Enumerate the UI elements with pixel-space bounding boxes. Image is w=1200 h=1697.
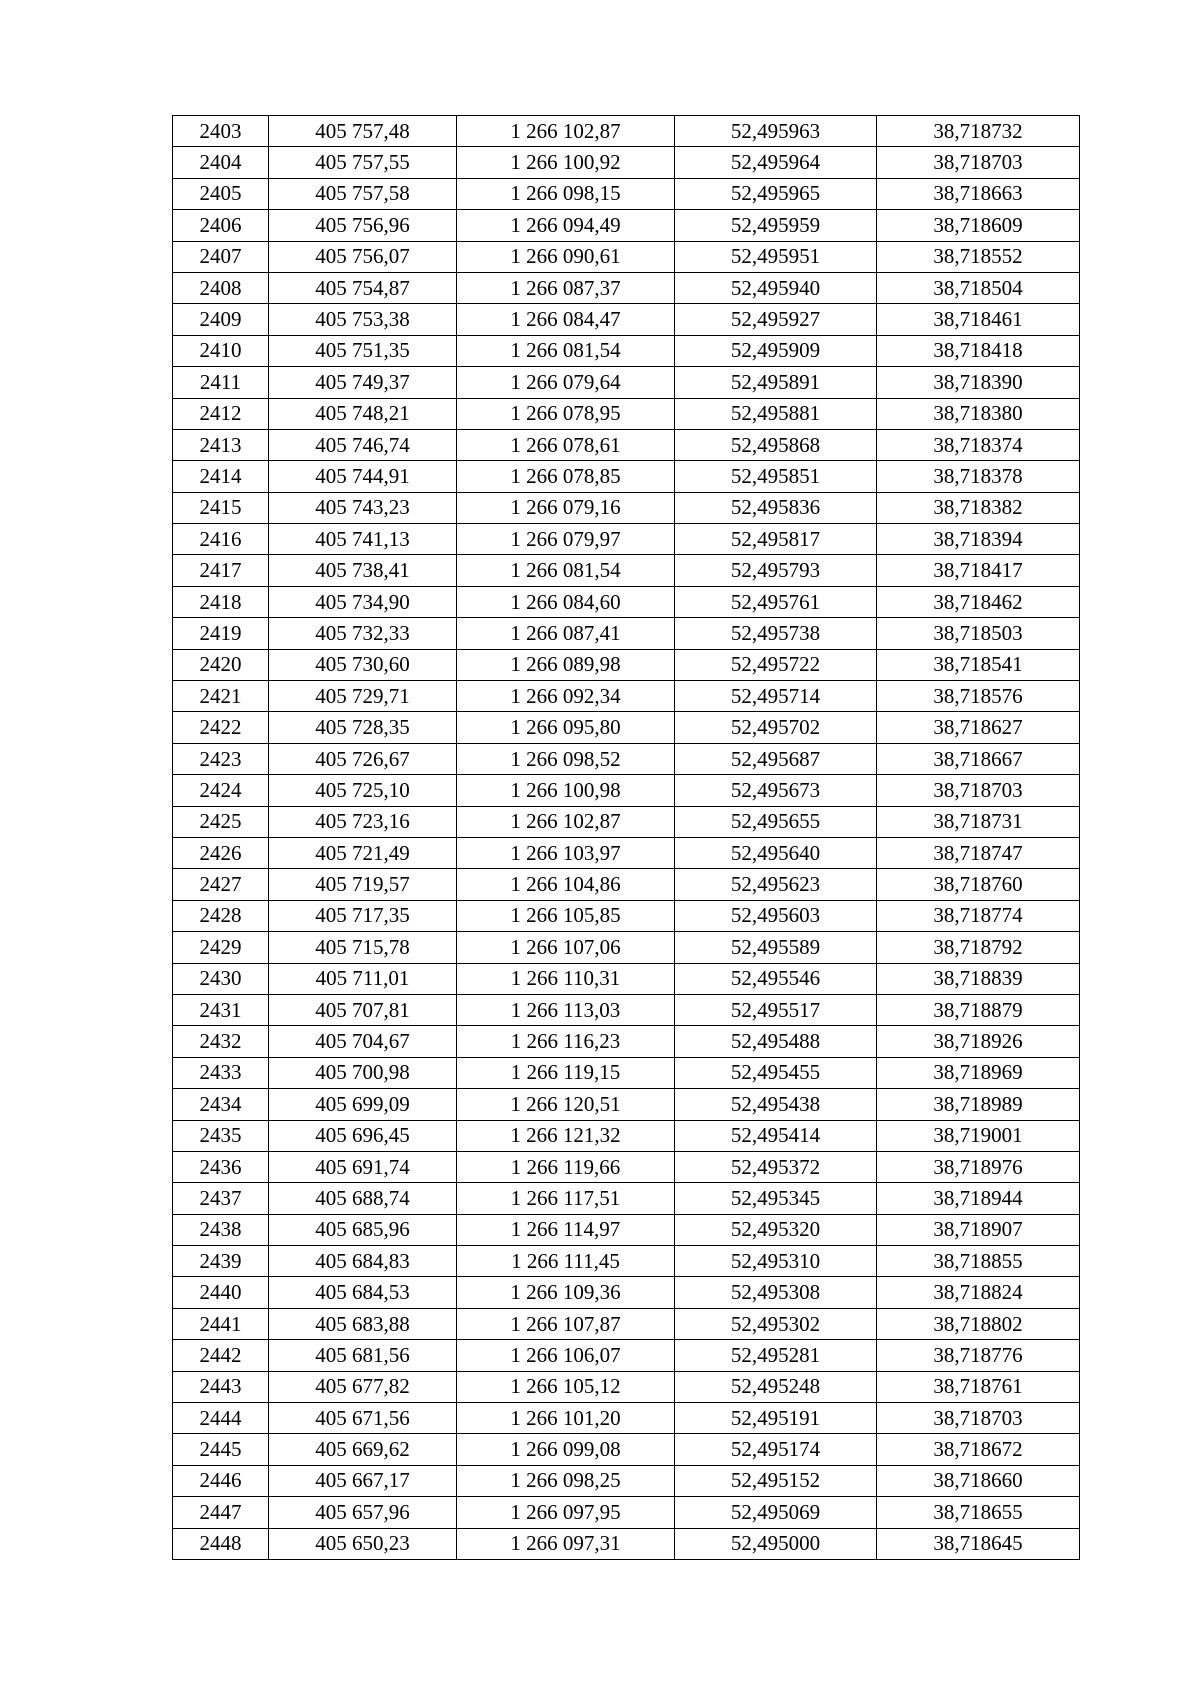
longitude-cell: 38,718855 [877,1246,1080,1277]
latitude-cell: 52,495320 [675,1214,877,1245]
point-number-cell: 2435 [173,1120,269,1151]
latitude-cell: 52,495438 [675,1089,877,1120]
y-coordinate-cell: 1 266 109,36 [457,1277,675,1308]
y-coordinate-cell: 1 266 092,34 [457,681,675,712]
table-row [173,932,1080,963]
point-number-cell: 2420 [173,649,269,680]
table-row [173,712,1080,743]
longitude-cell: 38,718374 [877,429,1080,460]
table-row [173,272,1080,303]
x-coordinate-cell: 405 757,58 [269,178,457,209]
y-coordinate-cell: 1 266 103,97 [457,837,675,868]
point-number-cell: 2433 [173,1057,269,1088]
table-row [173,1089,1080,1120]
longitude-cell: 38,718703 [877,147,1080,178]
latitude-cell: 52,495302 [675,1308,877,1339]
y-coordinate-cell: 1 266 106,07 [457,1340,675,1371]
y-coordinate-cell: 1 266 102,87 [457,116,675,147]
y-coordinate-cell: 1 266 084,47 [457,304,675,335]
table-row [173,1403,1080,1434]
longitude-cell: 38,718703 [877,1403,1080,1434]
x-coordinate-cell: 405 667,17 [269,1465,457,1496]
longitude-cell: 38,718380 [877,398,1080,429]
x-coordinate-cell: 405 746,74 [269,429,457,460]
latitude-cell: 52,495248 [675,1371,877,1402]
longitude-cell: 38,718672 [877,1434,1080,1465]
x-coordinate-cell: 405 723,16 [269,806,457,837]
x-coordinate-cell: 405 700,98 [269,1057,457,1088]
x-coordinate-cell: 405 730,60 [269,649,457,680]
point-number-cell: 2443 [173,1371,269,1402]
table-row [173,367,1080,398]
y-coordinate-cell: 1 266 107,87 [457,1308,675,1339]
latitude-cell: 52,495310 [675,1246,877,1277]
latitude-cell: 52,495281 [675,1340,877,1371]
coordinates-table [172,115,1080,1560]
longitude-cell: 38,718541 [877,649,1080,680]
point-number-cell: 2431 [173,994,269,1025]
point-number-cell: 2447 [173,1497,269,1528]
x-coordinate-cell: 405 688,74 [269,1183,457,1214]
y-coordinate-cell: 1 266 097,95 [457,1497,675,1528]
point-number-cell: 2408 [173,272,269,303]
point-number-cell: 2405 [173,178,269,209]
coordinates-table-body [173,116,1080,1560]
x-coordinate-cell: 405 691,74 [269,1151,457,1182]
longitude-cell: 38,718378 [877,461,1080,492]
table-row [173,1465,1080,1496]
x-coordinate-cell: 405 725,10 [269,775,457,806]
point-number-cell: 2437 [173,1183,269,1214]
y-coordinate-cell: 1 266 116,23 [457,1026,675,1057]
table-row [173,869,1080,900]
table-row [173,1371,1080,1402]
table-row [173,994,1080,1025]
latitude-cell: 52,495673 [675,775,877,806]
y-coordinate-cell: 1 266 101,20 [457,1403,675,1434]
longitude-cell: 38,718969 [877,1057,1080,1088]
longitude-cell: 38,718461 [877,304,1080,335]
point-number-cell: 2407 [173,241,269,272]
longitude-cell: 38,718418 [877,335,1080,366]
longitude-cell: 38,718774 [877,900,1080,931]
latitude-cell: 52,495640 [675,837,877,868]
longitude-cell: 38,718802 [877,1308,1080,1339]
point-number-cell: 2424 [173,775,269,806]
y-coordinate-cell: 1 266 094,49 [457,210,675,241]
longitude-cell: 38,718663 [877,178,1080,209]
y-coordinate-cell: 1 266 105,85 [457,900,675,931]
latitude-cell: 52,495174 [675,1434,877,1465]
point-number-cell: 2442 [173,1340,269,1371]
longitude-cell: 38,718761 [877,1371,1080,1402]
point-number-cell: 2445 [173,1434,269,1465]
latitude-cell: 52,495959 [675,210,877,241]
x-coordinate-cell: 405 677,82 [269,1371,457,1402]
longitude-cell: 38,718655 [877,1497,1080,1528]
y-coordinate-cell: 1 266 100,98 [457,775,675,806]
longitude-cell: 38,718394 [877,524,1080,555]
point-number-cell: 2434 [173,1089,269,1120]
point-number-cell: 2412 [173,398,269,429]
table-row [173,492,1080,523]
longitude-cell: 38,718747 [877,837,1080,868]
y-coordinate-cell: 1 266 104,86 [457,869,675,900]
longitude-cell: 38,718660 [877,1465,1080,1496]
table-row [173,1026,1080,1057]
x-coordinate-cell: 405 734,90 [269,586,457,617]
table-row [173,1340,1080,1371]
y-coordinate-cell: 1 266 078,85 [457,461,675,492]
y-coordinate-cell: 1 266 098,25 [457,1465,675,1496]
x-coordinate-cell: 405 657,96 [269,1497,457,1528]
table-row [173,806,1080,837]
y-coordinate-cell: 1 266 087,37 [457,272,675,303]
point-number-cell: 2432 [173,1026,269,1057]
longitude-cell: 38,718504 [877,272,1080,303]
y-coordinate-cell: 1 266 102,87 [457,806,675,837]
table-row [173,681,1080,712]
table-row [173,147,1080,178]
y-coordinate-cell: 1 266 079,16 [457,492,675,523]
longitude-cell: 38,718760 [877,869,1080,900]
point-number-cell: 2438 [173,1214,269,1245]
latitude-cell: 52,495881 [675,398,877,429]
point-number-cell: 2427 [173,869,269,900]
x-coordinate-cell: 405 754,87 [269,272,457,303]
x-coordinate-cell: 405 743,23 [269,492,457,523]
longitude-cell: 38,718976 [877,1151,1080,1182]
y-coordinate-cell: 1 266 081,54 [457,555,675,586]
x-coordinate-cell: 405 681,56 [269,1340,457,1371]
longitude-cell: 38,718390 [877,367,1080,398]
point-number-cell: 2428 [173,900,269,931]
x-coordinate-cell: 405 751,35 [269,335,457,366]
point-number-cell: 2440 [173,1277,269,1308]
x-coordinate-cell: 405 756,96 [269,210,457,241]
point-number-cell: 2419 [173,618,269,649]
x-coordinate-cell: 405 753,38 [269,304,457,335]
y-coordinate-cell: 1 266 089,98 [457,649,675,680]
latitude-cell: 52,495603 [675,900,877,931]
x-coordinate-cell: 405 711,01 [269,963,457,994]
y-coordinate-cell: 1 266 121,32 [457,1120,675,1151]
table-row [173,900,1080,931]
longitude-cell: 38,718609 [877,210,1080,241]
longitude-cell: 38,718417 [877,555,1080,586]
y-coordinate-cell: 1 266 078,95 [457,398,675,429]
latitude-cell: 52,495964 [675,147,877,178]
longitude-cell: 38,718879 [877,994,1080,1025]
table-row [173,241,1080,272]
y-coordinate-cell: 1 266 079,97 [457,524,675,555]
y-coordinate-cell: 1 266 084,60 [457,586,675,617]
latitude-cell: 52,495308 [675,1277,877,1308]
x-coordinate-cell: 405 696,45 [269,1120,457,1151]
longitude-cell: 38,718989 [877,1089,1080,1120]
y-coordinate-cell: 1 266 120,51 [457,1089,675,1120]
x-coordinate-cell: 405 721,49 [269,837,457,868]
table-row [173,1057,1080,1088]
latitude-cell: 52,495951 [675,241,877,272]
table-row [173,429,1080,460]
latitude-cell: 52,495414 [675,1120,877,1151]
y-coordinate-cell: 1 266 095,80 [457,712,675,743]
y-coordinate-cell: 1 266 119,66 [457,1151,675,1182]
y-coordinate-cell: 1 266 081,54 [457,335,675,366]
x-coordinate-cell: 405 732,33 [269,618,457,649]
table-row [173,1151,1080,1182]
point-number-cell: 2417 [173,555,269,586]
y-coordinate-cell: 1 266 111,45 [457,1246,675,1277]
latitude-cell: 52,495488 [675,1026,877,1057]
x-coordinate-cell: 405 741,13 [269,524,457,555]
y-coordinate-cell: 1 266 114,97 [457,1214,675,1245]
latitude-cell: 52,495623 [675,869,877,900]
point-number-cell: 2403 [173,116,269,147]
table-row [173,461,1080,492]
latitude-cell: 52,495761 [675,586,877,617]
x-coordinate-cell: 405 684,53 [269,1277,457,1308]
table-row [173,586,1080,617]
point-number-cell: 2409 [173,304,269,335]
latitude-cell: 52,495546 [675,963,877,994]
table-row [173,116,1080,147]
y-coordinate-cell: 1 266 105,12 [457,1371,675,1402]
x-coordinate-cell: 405 748,21 [269,398,457,429]
latitude-cell: 52,495069 [675,1497,877,1528]
y-coordinate-cell: 1 266 099,08 [457,1434,675,1465]
latitude-cell: 52,495927 [675,304,877,335]
x-coordinate-cell: 405 757,48 [269,116,457,147]
y-coordinate-cell: 1 266 090,61 [457,241,675,272]
y-coordinate-cell: 1 266 100,92 [457,147,675,178]
x-coordinate-cell: 405 683,88 [269,1308,457,1339]
latitude-cell: 52,495965 [675,178,877,209]
table-row [173,1528,1080,1559]
table-row [173,398,1080,429]
table-row [173,1277,1080,1308]
table-row [173,743,1080,774]
y-coordinate-cell: 1 266 098,15 [457,178,675,209]
y-coordinate-cell: 1 266 117,51 [457,1183,675,1214]
x-coordinate-cell: 405 685,96 [269,1214,457,1245]
latitude-cell: 52,495191 [675,1403,877,1434]
latitude-cell: 52,495372 [675,1151,877,1182]
latitude-cell: 52,495152 [675,1465,877,1496]
x-coordinate-cell: 405 669,62 [269,1434,457,1465]
point-number-cell: 2411 [173,367,269,398]
latitude-cell: 52,495793 [675,555,877,586]
point-number-cell: 2429 [173,932,269,963]
table-row [173,524,1080,555]
longitude-cell: 38,718944 [877,1183,1080,1214]
longitude-cell: 38,718731 [877,806,1080,837]
table-row [173,1308,1080,1339]
latitude-cell: 52,495687 [675,743,877,774]
y-coordinate-cell: 1 266 113,03 [457,994,675,1025]
longitude-cell: 38,718552 [877,241,1080,272]
longitude-cell: 38,718824 [877,1277,1080,1308]
table-row [173,178,1080,209]
latitude-cell: 52,495738 [675,618,877,649]
point-number-cell: 2426 [173,837,269,868]
point-number-cell: 2421 [173,681,269,712]
x-coordinate-cell: 405 717,35 [269,900,457,931]
latitude-cell: 52,495891 [675,367,877,398]
latitude-cell: 52,495817 [675,524,877,555]
point-number-cell: 2448 [173,1528,269,1559]
longitude-cell: 38,718907 [877,1214,1080,1245]
y-coordinate-cell: 1 266 110,31 [457,963,675,994]
latitude-cell: 52,495000 [675,1528,877,1559]
table-row [173,1120,1080,1151]
y-coordinate-cell: 1 266 107,06 [457,932,675,963]
table-row [173,210,1080,241]
point-number-cell: 2418 [173,586,269,617]
point-number-cell: 2430 [173,963,269,994]
longitude-cell: 38,718792 [877,932,1080,963]
latitude-cell: 52,495345 [675,1183,877,1214]
longitude-cell: 38,718926 [877,1026,1080,1057]
point-number-cell: 2404 [173,147,269,178]
longitude-cell: 38,718667 [877,743,1080,774]
longitude-cell: 38,718839 [877,963,1080,994]
point-number-cell: 2425 [173,806,269,837]
latitude-cell: 52,495589 [675,932,877,963]
latitude-cell: 52,495714 [675,681,877,712]
longitude-cell: 38,718382 [877,492,1080,523]
table-row [173,555,1080,586]
latitude-cell: 52,495517 [675,994,877,1025]
x-coordinate-cell: 405 650,23 [269,1528,457,1559]
x-coordinate-cell: 405 757,55 [269,147,457,178]
x-coordinate-cell: 405 707,81 [269,994,457,1025]
point-number-cell: 2410 [173,335,269,366]
point-number-cell: 2423 [173,743,269,774]
x-coordinate-cell: 405 728,35 [269,712,457,743]
latitude-cell: 52,495702 [675,712,877,743]
y-coordinate-cell: 1 266 079,64 [457,367,675,398]
x-coordinate-cell: 405 749,37 [269,367,457,398]
latitude-cell: 52,495868 [675,429,877,460]
longitude-cell: 38,718627 [877,712,1080,743]
x-coordinate-cell: 405 684,83 [269,1246,457,1277]
x-coordinate-cell: 405 704,67 [269,1026,457,1057]
longitude-cell: 38,718732 [877,116,1080,147]
longitude-cell: 38,718776 [877,1340,1080,1371]
table-row [173,1434,1080,1465]
point-number-cell: 2415 [173,492,269,523]
table-row [173,1497,1080,1528]
y-coordinate-cell: 1 266 087,41 [457,618,675,649]
x-coordinate-cell: 405 744,91 [269,461,457,492]
y-coordinate-cell: 1 266 098,52 [457,743,675,774]
table-row [173,618,1080,649]
point-number-cell: 2444 [173,1403,269,1434]
y-coordinate-cell: 1 266 119,15 [457,1057,675,1088]
latitude-cell: 52,495455 [675,1057,877,1088]
x-coordinate-cell: 405 729,71 [269,681,457,712]
table-row [173,1246,1080,1277]
x-coordinate-cell: 405 726,67 [269,743,457,774]
table-row [173,1183,1080,1214]
point-number-cell: 2441 [173,1308,269,1339]
point-number-cell: 2422 [173,712,269,743]
y-coordinate-cell: 1 266 078,61 [457,429,675,460]
point-number-cell: 2439 [173,1246,269,1277]
latitude-cell: 52,495655 [675,806,877,837]
table-row [173,335,1080,366]
longitude-cell: 38,718462 [877,586,1080,617]
x-coordinate-cell: 405 671,56 [269,1403,457,1434]
point-number-cell: 2414 [173,461,269,492]
table-row [173,304,1080,335]
longitude-cell: 38,719001 [877,1120,1080,1151]
longitude-cell: 38,718703 [877,775,1080,806]
latitude-cell: 52,495940 [675,272,877,303]
latitude-cell: 52,495722 [675,649,877,680]
x-coordinate-cell: 405 719,57 [269,869,457,900]
longitude-cell: 38,718645 [877,1528,1080,1559]
x-coordinate-cell: 405 699,09 [269,1089,457,1120]
point-number-cell: 2446 [173,1465,269,1496]
y-coordinate-cell: 1 266 097,31 [457,1528,675,1559]
point-number-cell: 2413 [173,429,269,460]
longitude-cell: 38,718503 [877,618,1080,649]
latitude-cell: 52,495851 [675,461,877,492]
table-row [173,649,1080,680]
x-coordinate-cell: 405 756,07 [269,241,457,272]
latitude-cell: 52,495963 [675,116,877,147]
x-coordinate-cell: 405 738,41 [269,555,457,586]
table-row [173,1214,1080,1245]
table-row [173,963,1080,994]
point-number-cell: 2416 [173,524,269,555]
table-row [173,837,1080,868]
latitude-cell: 52,495836 [675,492,877,523]
point-number-cell: 2406 [173,210,269,241]
table-row [173,775,1080,806]
x-coordinate-cell: 405 715,78 [269,932,457,963]
longitude-cell: 38,718576 [877,681,1080,712]
latitude-cell: 52,495909 [675,335,877,366]
point-number-cell: 2436 [173,1151,269,1182]
